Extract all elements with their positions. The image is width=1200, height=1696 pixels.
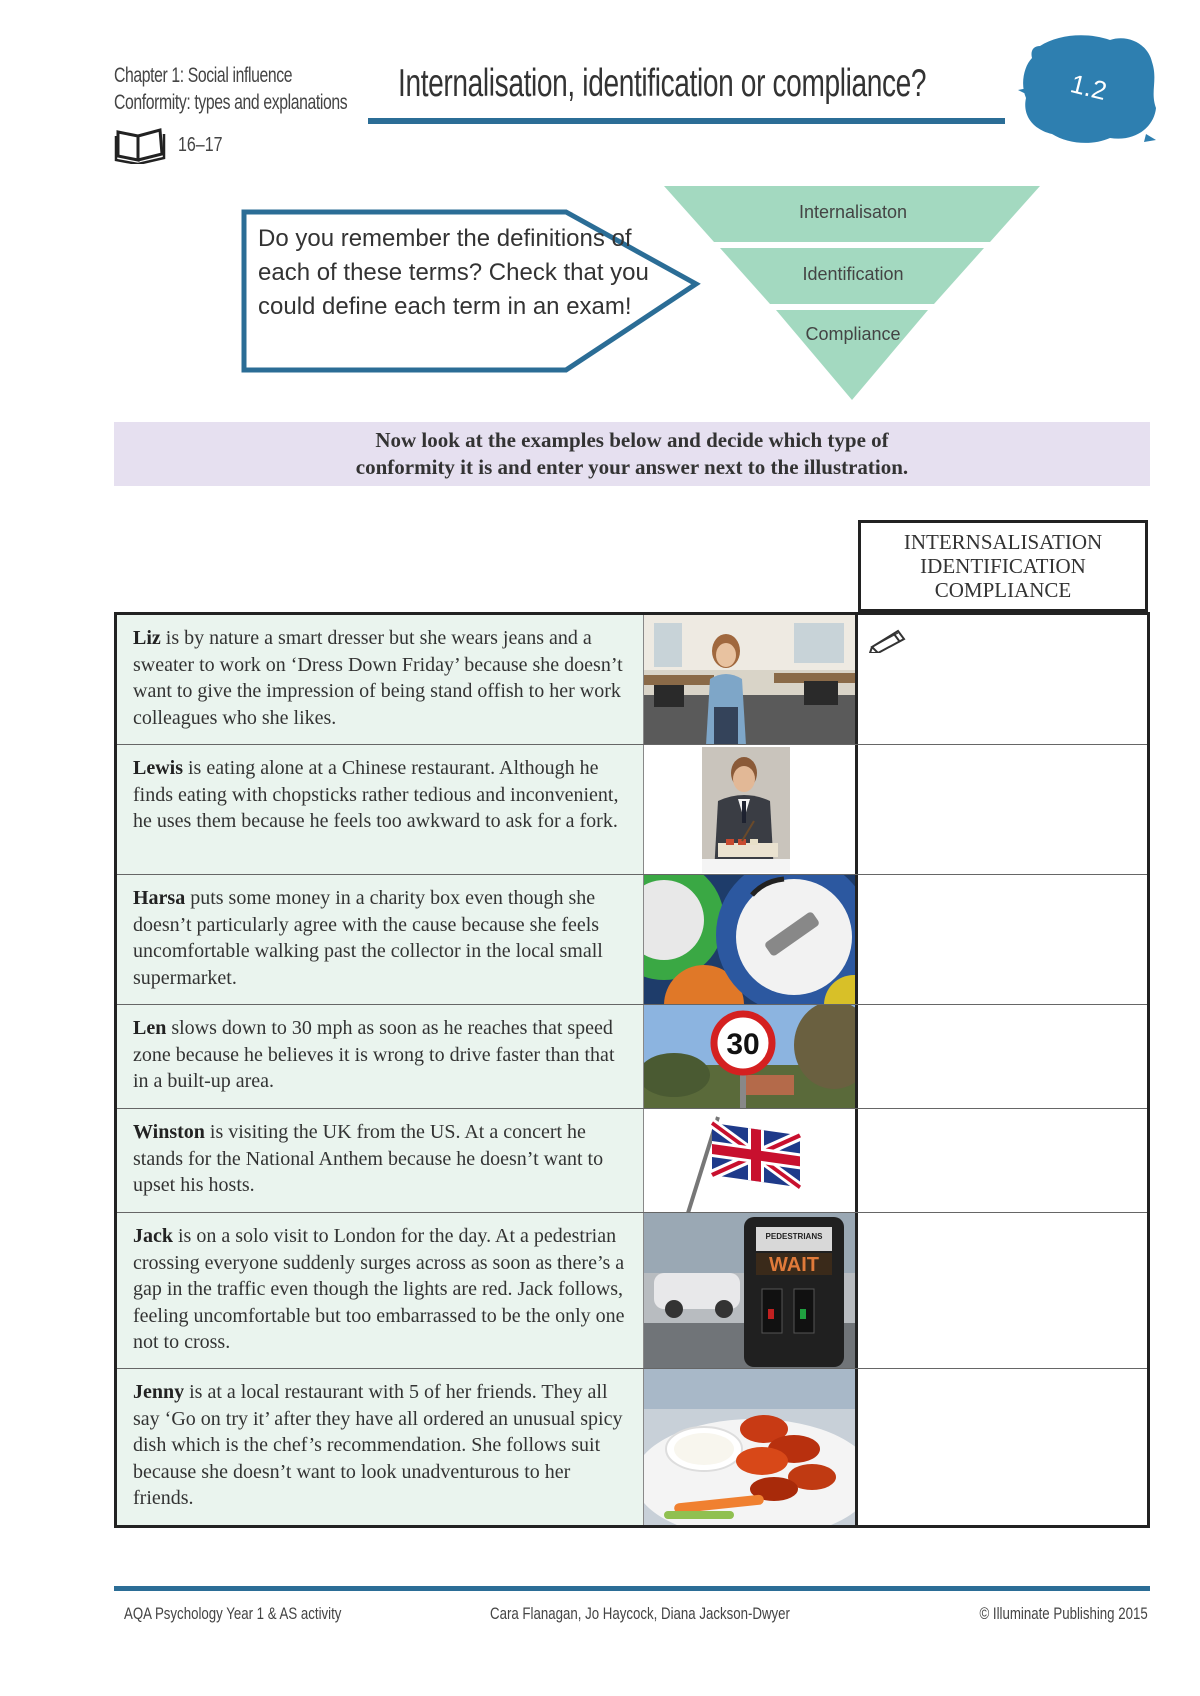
chapter-line-1: Chapter 1: Social influence — [114, 64, 293, 87]
page-title: Internalisation, identification or compliance? — [398, 62, 927, 105]
footer-rule — [114, 1586, 1150, 1591]
person-name: Winston — [133, 1121, 205, 1143]
speed-sign-value: 30 — [726, 1028, 760, 1061]
footer-authors: Cara Flanagan, Jo Haycock, Diana Jackson-Dwyer — [490, 1604, 790, 1623]
man-with-chopsticks-photo — [644, 745, 858, 874]
table-row — [117, 1369, 1147, 1525]
title-underline — [368, 118, 1005, 124]
instruction-text — [356, 427, 908, 481]
pyramid-label-internalisation: Internalisaton — [798, 202, 908, 222]
answer-option-compliance: COMPLIANCE — [934, 578, 1072, 602]
footer-course: AQA Psychology Year 1 & AS activity — [124, 1604, 342, 1623]
table-row — [117, 1109, 1147, 1213]
instruction-line-1: Now look at the examples below and decide which type of — [375, 428, 889, 452]
table-row — [117, 745, 1147, 875]
pedestrian-crossing-button-photo — [644, 1213, 858, 1368]
pyramid-label-identification: Identification — [802, 264, 904, 284]
section-badge — [1018, 30, 1158, 148]
scenario-text: Liz is by nature a smart dresser but she wears jeans and a sweater to work on ‘Dress Down Friday’ because she doesn’t want to give the impression of being stand offish to her work colleagues who she likes. — [117, 615, 644, 744]
page-numbers: 16–17 — [178, 133, 223, 156]
callout-text: Do you remember the definitions of each of these terms? Check that you could define each term in an exam! — [258, 225, 649, 320]
chapter-line-2: Conformity: types and explanations — [114, 91, 348, 114]
scenario-text: Winston is visiting the UK from the US. At a concert he stands for the National Anthem because he doesn’t want to upset his hosts. — [117, 1109, 644, 1212]
person-name: Len — [133, 1017, 167, 1039]
table-row — [117, 1213, 1147, 1369]
speed-limit-sign-photo — [644, 1005, 858, 1108]
woman-in-office-photo — [644, 615, 858, 744]
answer-cell[interactable] — [858, 615, 1147, 744]
person-name: Harsa — [133, 887, 186, 909]
answer-cell[interactable] — [858, 1109, 1147, 1212]
person-name: Lewis — [133, 757, 183, 779]
person-name: Liz — [133, 627, 161, 649]
chapter-heading — [114, 62, 374, 116]
answer-cell[interactable] — [858, 1005, 1147, 1108]
instruction-line-2: conformity it is and enter your answer next to the illustration. — [355, 455, 909, 479]
book-icon — [114, 126, 166, 164]
answer-cell[interactable] — [858, 1369, 1147, 1525]
answer-cell[interactable] — [858, 745, 1147, 874]
person-name: Jack — [133, 1225, 173, 1247]
person-name: Jenny — [133, 1381, 185, 1403]
table-row — [117, 615, 1147, 745]
scenario-text: Len slows down to 30 mph as soon as he reaches that speed zone because he believes it is wrong to drive faster than that in a built-up area. — [117, 1005, 644, 1108]
scenario-text: Jenny is at a local restaurant with 5 of her friends. They all say ‘Go on try it’ after they have all ordered an unusual spicy dish which is the chef’s recommendation. She follows suit because she doesn’t want to look unadventurous to her friends. — [117, 1369, 644, 1525]
pyramid-label-compliance: Compliance — [805, 324, 901, 344]
answer-column-header — [858, 520, 1148, 612]
crossing-label: PEDESTRIANS — [765, 1232, 823, 1241]
answer-cell[interactable] — [858, 1213, 1147, 1368]
pencil-icon — [868, 625, 910, 653]
footer-copyright: © Illuminate Publishing 2015 — [979, 1604, 1148, 1623]
answer-cell[interactable] — [858, 875, 1147, 1004]
scenario-text: Lewis is eating alone at a Chinese restaurant. Although he finds eating with chopsticks rather tedious and inconvenient, he uses them because he feels too awkward to ask for a fork. — [117, 745, 644, 874]
scenario-text: Jack is on a solo visit to London for the day. At a pedestrian crossing everyone suddenly surges across as soon as there’s a gap in the traffic even though the lights are red. Jack follows, feeling uncomfortable but too embarrassed to be the only one not to cross. — [117, 1213, 644, 1368]
section-number: 1.2 — [1067, 68, 1110, 107]
answer-option-identification: IDENTIFICATION — [920, 554, 1086, 578]
table-row — [117, 1005, 1147, 1109]
scenario-table — [114, 612, 1150, 1528]
scenario-text: Harsa puts some money in a charity box even though she doesn’t particularly agree with the cause because she feels uncomfortable walking past the collector in the local small supermarket. — [117, 875, 644, 1004]
spicy-chicken-wings-photo — [644, 1369, 858, 1525]
page-reference — [114, 126, 234, 164]
charity-collection-tins-photo — [644, 875, 858, 1004]
answer-option-internalisation: INTERNSALISATION — [903, 530, 1103, 554]
table-row — [117, 875, 1147, 1005]
crossing-wait: WAIT — [769, 1254, 819, 1276]
union-jack-flag-photo — [644, 1109, 858, 1212]
instruction-band — [114, 422, 1150, 486]
